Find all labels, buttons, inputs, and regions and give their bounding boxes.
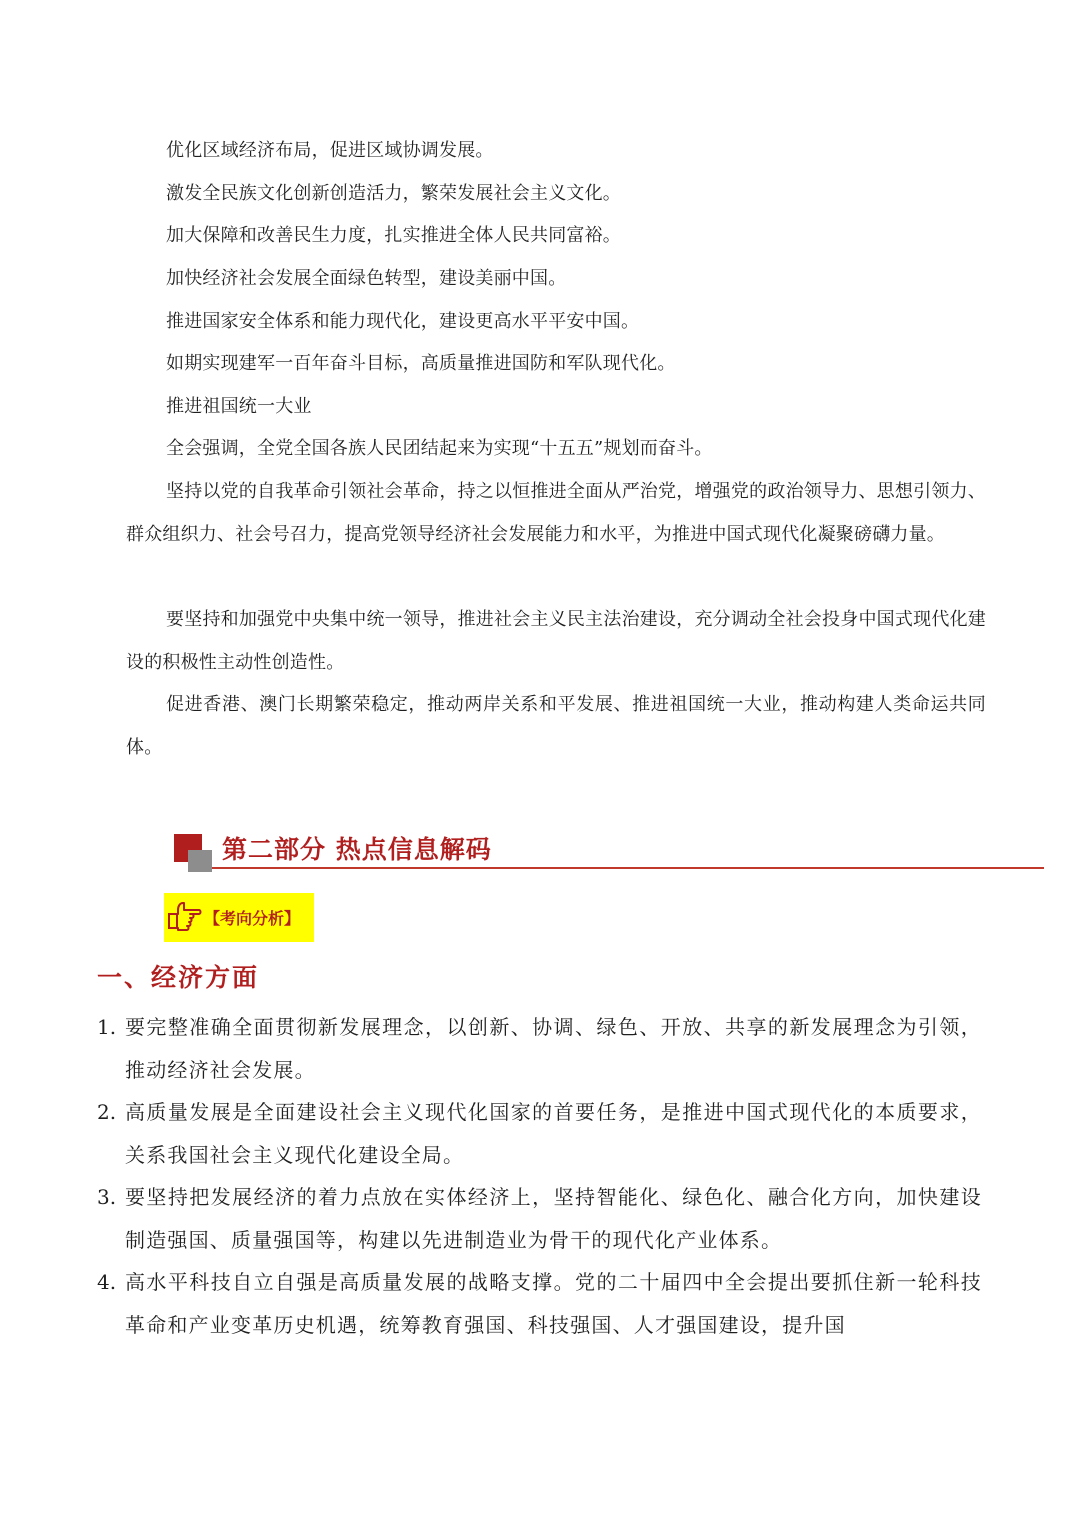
list-text: 要坚持把发展经济的着力点放在实体经济上，坚持智能化、绿色化、融合化方向，加快建设制造强国、质量强国等，构建以先进制造业为骨干的现代化产业体系。 <box>125 1185 982 1252</box>
list-number: 2. <box>97 1100 117 1124</box>
paragraph: 坚持以党的自我革命引领社会革命，持之以恒推进全面从严治党，增强党的政治领导力、思想引领力、群众组织力、社会号召力，提高党领导经济社会发展能力和水平，为推进中国式现代化凝聚磅礴力量。 <box>126 481 986 545</box>
list-text: 要完整准确全面贯彻新发展理念，以创新、协调、绿色、开放、共享的新发展理念为引领，推动经济社会发展。 <box>125 1015 982 1082</box>
paragraph: 推进国家安全体系和能力现代化，建设更高水平平安中国。 <box>166 311 640 332</box>
list-item <box>97 1091 987 1177</box>
paragraph: 激发全民族文化创新创造活力，繁荣发展社会主义文化。 <box>166 183 621 204</box>
paragraph: 全会强调，全党全国各族人民团结起来为实现“十五五”规划而奋斗。 <box>166 438 713 459</box>
list-number: 1. <box>97 1015 117 1039</box>
list-text: 高水平科技自立自强是高质量发展的战略支撑。党的二十届四中全会提出要抓住新一轮科技革命和产业变革历史机遇，统筹教育强国、科技强国、人才强国建设，提升国 <box>125 1270 982 1337</box>
paragraph: 要坚持和加强党中央集中统一领导，推进社会主义民主法治建设，充分调动全社会投身中国式现代化建设的积极性主动性创造性。 <box>126 609 986 673</box>
section-marker-gray-square <box>188 850 212 872</box>
paragraph: 促进香港、澳门长期繁荣稳定，推动两岸关系和平发展、推进祖国统一大业，推动构建人类命运共同体。 <box>126 694 986 758</box>
paragraph: 推进祖国统一大业 <box>166 396 312 417</box>
paragraph: 加快经济社会发展全面绿色转型，建设美丽中国。 <box>166 268 567 289</box>
paragraph: 优化区域经济布局，促进区域协调发展。 <box>166 140 494 161</box>
list-item <box>97 1006 987 1092</box>
exam-analysis-badge <box>164 893 314 942</box>
sub-heading: 一、经济方面 <box>97 963 260 992</box>
pointing-hand-icon <box>166 900 202 934</box>
badge-label: 【考向分析】 <box>204 909 301 928</box>
list-item <box>97 1261 987 1347</box>
list-text: 高质量发展是全面建设社会主义现代化国家的首要任务，是推进中国式现代化的本质要求，关系我国社会主义现代化建设全局。 <box>125 1100 982 1167</box>
section-divider <box>212 867 1044 869</box>
paragraph: 加大保障和改善民生力度，扎实推进全体人民共同富裕。 <box>166 225 621 246</box>
list-number: 3. <box>97 1185 117 1209</box>
section-title: 第二部分 热点信息解码 <box>222 835 492 864</box>
list-item <box>97 1176 987 1262</box>
section-header <box>174 832 1044 872</box>
list-number: 4. <box>97 1270 117 1294</box>
paragraph: 如期实现建军一百年奋斗目标，高质量推进国防和军队现代化。 <box>166 353 676 374</box>
